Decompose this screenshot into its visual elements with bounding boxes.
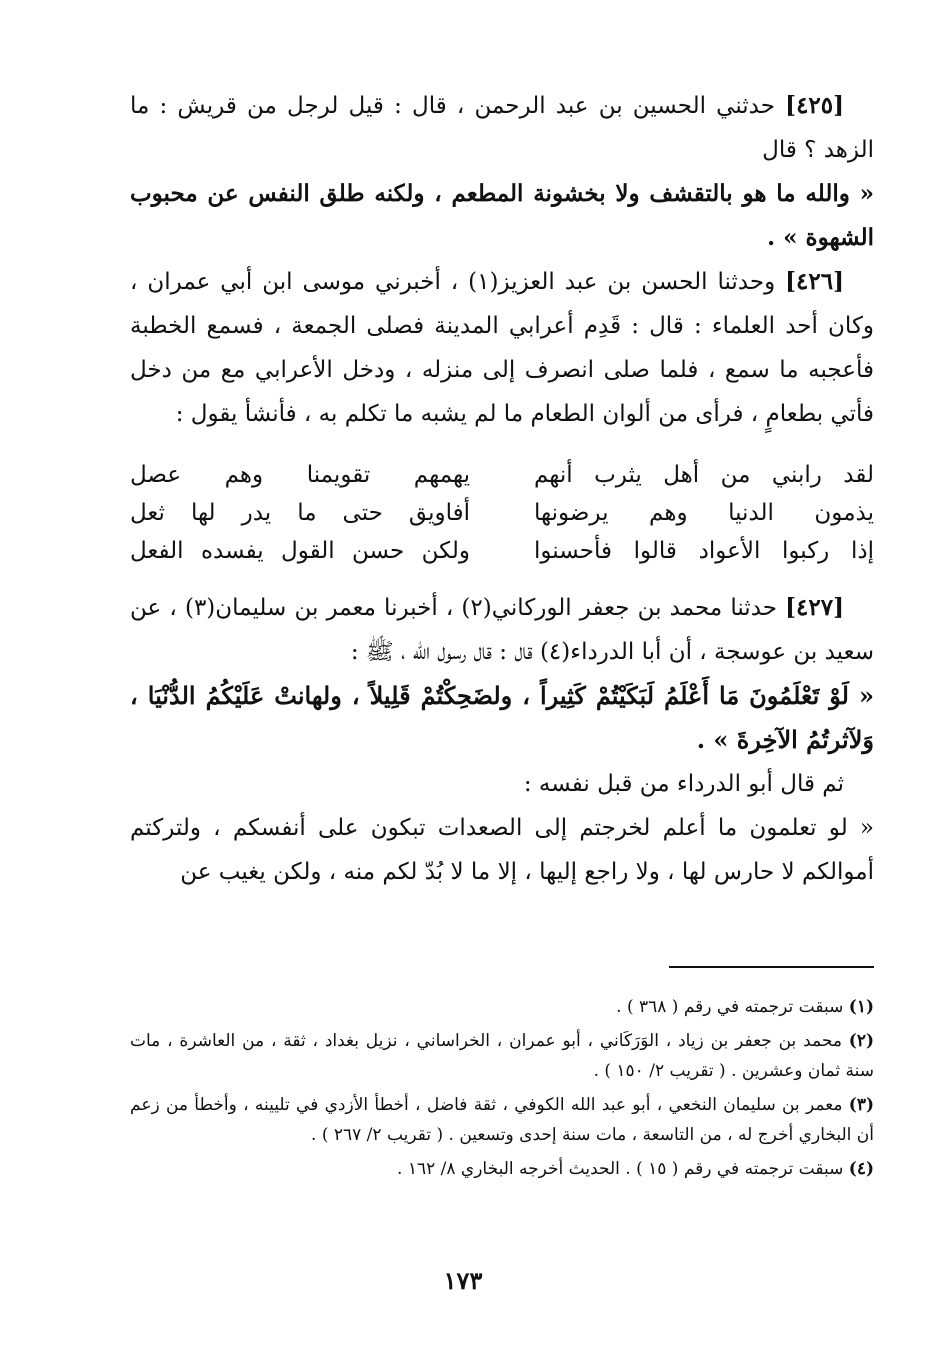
paragraph-text: وحدثنا الحسن بن عبد العزيز(١) ، أخبرني موسى ابن أبي عمران ، وكان أحد العلماء : قال : قَدِم أعرابي المدينة فصلى الجمعة ، فسمع الخطبة فأعجبه ما سمع ، فلما صلى انصرف إلى منزله ، ودخل الأعرابي مع من دخل فأتي بطعامٍ ، فرأى من ألوان الطعام ما لم يشبه ما تكلم به ، فأنشأ يقول : <box>130 269 874 427</box>
footnote <box>130 1090 874 1150</box>
paragraph-text: حدثنا محمد بن جعفر الوركاني(٢) ، أخبرنا معمر بن سليمان(٣) ، عن سعيد بن عوسجة ، أن أبا الدرداء(٤) قال : قال رسول الله ، ﷺ : <box>130 595 874 665</box>
footnote-text: سبقت ترجمته في رقم ( ٣٦٨ ) . <box>616 997 844 1017</box>
hadith-text: « لَوْ تَعْلَمُونَ مَا أَعْلَمُ لَبَكَيْتُمْ كَثِيراً ، ولضَحِكْتُمْ قَلِيلاً ، ولهانتْ عَلَيْكُمُ الدُّنْيَا ، وَلآثرتُمُ الآخِرةَ » . <box>130 681 874 754</box>
footnote-mark: (٢) <box>848 1031 874 1051</box>
poem <box>130 456 874 570</box>
footnote-mark: (٣) <box>848 1095 874 1115</box>
footnote <box>130 1154 874 1184</box>
body-text-top <box>130 84 874 436</box>
paragraph-after: ثم قال أبو الدرداء من قبل نفسه : <box>523 771 844 797</box>
footnote-mark: (٤) <box>848 1159 874 1179</box>
paragraph-426 <box>130 260 874 436</box>
paragraph-number: [٤٢٦] <box>785 268 844 295</box>
paragraph-427 <box>130 586 874 674</box>
verse-first-hemistich: يذمون الدنيا وهم يرضونها <box>534 500 874 526</box>
footnote-mark: (١) <box>848 997 874 1017</box>
body-text-bottom <box>130 586 874 894</box>
footnote-text: سبقت ترجمته في رقم ( ١٥ ) . الحديث أخرجه البخاري ٨/ ١٦٢ . <box>397 1159 844 1179</box>
quote-after: « لو تعلمون ما أعلم لخرجتم إلى الصعدات تبكون على أنفسكم ، ولتركتم أموالكم لا حارس لها ، ولا راجع إليها ، إلا ما لا بُدّ لكم منه ، ولكن يغيب عن <box>130 815 874 885</box>
footnote-separator <box>669 966 874 968</box>
footnotes <box>130 992 874 1188</box>
quote-425: « والله ما هو بالتقشف ولا بخشونة المطعم ، ولكنه طلق النفس عن محبوب الشهوة » . <box>130 180 874 251</box>
footnote <box>130 992 874 1022</box>
footnote <box>130 1026 874 1086</box>
footnote-text: معمر بن سليمان النخعي ، أبو عبد الله الكوفي ، ثقة فاضل ، أخطأ الأزدي في تليينه ، وأخطأ من زعم أن البخاري أخرج له ، من التاسعة ، مات سنة إحدى وتسعين . ( تقريب ٢/ ٢٦٧ ) . <box>130 1095 874 1145</box>
paragraph-number: [٤٢٧] <box>785 594 844 621</box>
verse-first-hemistich: لقد رابني من أهل يثرب أنهم <box>534 462 874 488</box>
verse-second-hemistich: أفاويق حتى ما يدر لها ثعل <box>130 500 470 526</box>
poem-verse <box>130 494 874 532</box>
paragraph-text: حدثني الحسين بن عبد الرحمن ، قال : قيل لرجل من قريش : ما الزهد ؟ قال <box>130 93 874 163</box>
poem-verse <box>130 456 874 494</box>
verse-second-hemistich: ولكن حسن القول يفسده الفعل <box>130 538 470 564</box>
footnote-text: محمد بن جعفر بن زياد ، الوَرَكَاني ، أبو عمران ، الخراساني ، نزيل بغداد ، ثقة ، من العاشرة ، مات سنة ثمان وعشرين . ( تقريب ٢/ ١٥٠ ) . <box>130 1031 874 1081</box>
poem-verse <box>130 532 874 570</box>
paragraph-425 <box>130 84 874 172</box>
verse-second-hemistich: يهمهم تقويمنا وهم عصل <box>130 462 470 488</box>
verse-first-hemistich: إذا ركبوا الأعواد قالوا فأحسنوا <box>534 538 874 564</box>
paragraph-number: [٤٢٥] <box>785 92 845 119</box>
page-number: ١٧٣ <box>443 1266 483 1295</box>
